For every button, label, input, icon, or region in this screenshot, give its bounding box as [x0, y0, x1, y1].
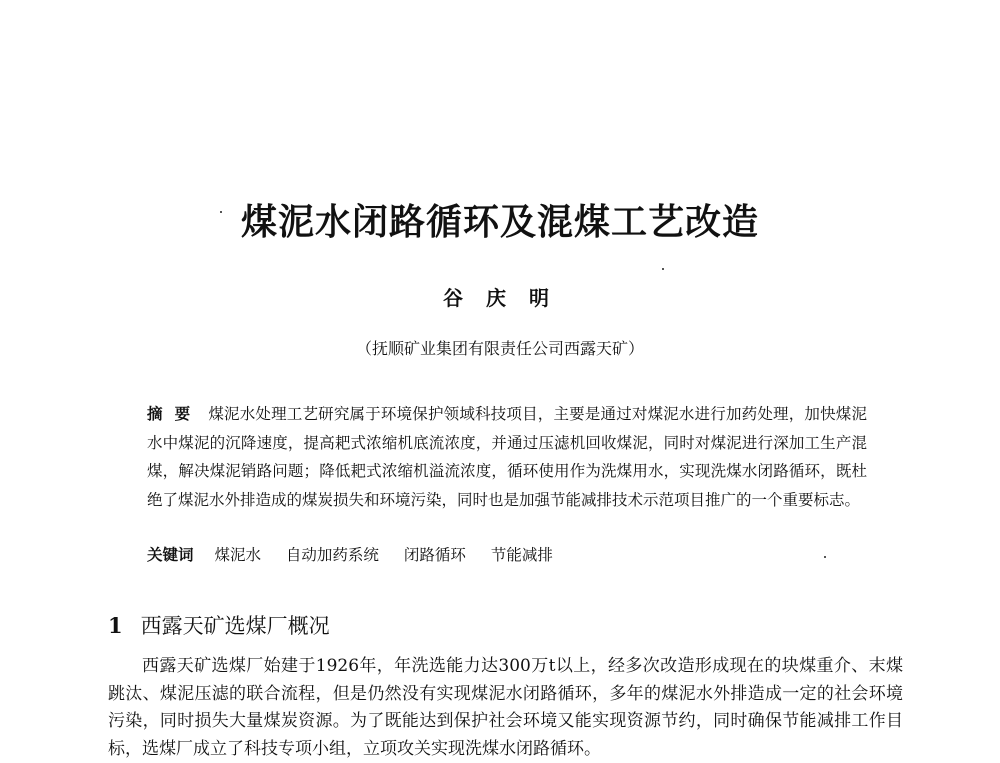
keyword-item: 闭路循环 — [403, 546, 466, 564]
scan-speck — [662, 268, 664, 270]
author-name: 谷 庆 明 — [443, 286, 557, 310]
section-title: 西露天矿选煤厂概况 — [140, 614, 330, 638]
abstract-label: 摘要 — [147, 404, 203, 423]
keywords-label: 关键词 — [147, 545, 194, 564]
scan-speck — [824, 556, 826, 558]
author-affiliation: （抚顺矿业集团有限责任公司西露天矿） — [355, 339, 644, 358]
body-paragraph: 西露天矿选煤厂始建于1926年，年洗选能力达300万t以上，经多次改造形成现在的块煤重介、末煤跳汰、煤泥压滤的联合流程，但是仍然没有实现煤泥水闭路循环，多年的煤泥水外排造成一定的社会环境污染，同时损失大量煤炭资源。为了既能达到保护社会环境又能实现资源节约，同时确保节能减排工作目标，选煤厂成立了科技专项小组，立项攻关实现洗煤水闭路循环。 — [108, 656, 903, 759]
abstract-text: 煤泥水处理工艺研究属于环境保护领域科技项目，主要是通过对煤泥水进行加药处理，加快煤泥水中煤泥的沉降速度，提高耙式浓缩机底流浓度，并通过压滤机回收煤泥，同时对煤泥进行深加工生产混煤，解决煤泥销路问题；降低耙式浓缩机溢流浓度，循环使用作为洗煤用水，实现洗煤水闭路循环，既杜绝了煤泥水外排造成的煤炭损失和环境污染，同时也是加强节能减排技术示范项目推广的一个重要标志。 — [147, 405, 867, 509]
section-heading — [108, 609, 330, 643]
abstract-block — [147, 400, 867, 514]
section-number: 1 — [108, 613, 123, 638]
paper-title: 煤泥水闭路循环及混煤工艺改造 — [240, 201, 759, 243]
keyword-item: 节能减排 — [490, 546, 553, 564]
keyword-item: 自动加药系统 — [285, 546, 379, 564]
keyword-item: 煤泥水 — [214, 546, 261, 564]
scan-speck — [220, 211, 222, 213]
keywords-block — [147, 541, 867, 569]
